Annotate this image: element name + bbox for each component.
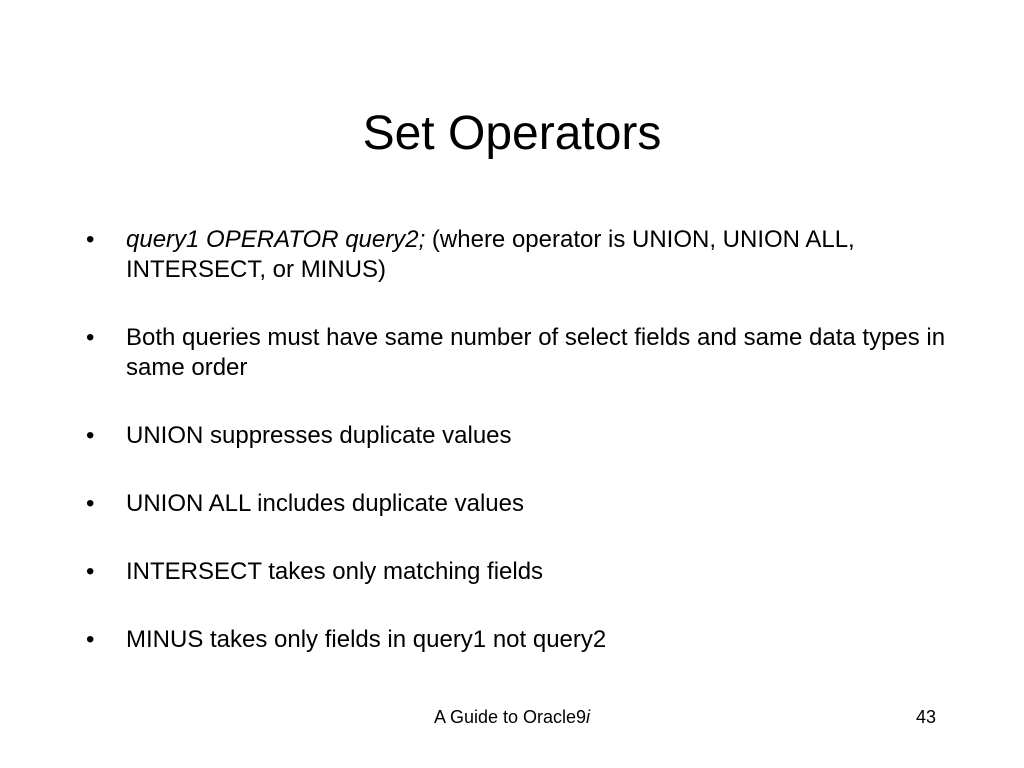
bullet-icon: • <box>86 490 95 517</box>
bullet-icon: • <box>86 324 95 351</box>
bullet-icon: • <box>86 422 95 449</box>
bullet-icon: • <box>86 626 95 653</box>
bullet-text: UNION suppresses duplicate values <box>126 422 512 449</box>
bullet-item <box>86 557 946 587</box>
footer-book-title-suffix: i <box>586 707 591 727</box>
bullet-syntax: query1 OPERATOR query2; <box>126 226 426 253</box>
bullet-text: (where operator is UNION, UNION ALL, INTERSECT, or MINUS) <box>126 226 855 283</box>
bullet-text: MINUS takes only fields in query1 not query2 <box>126 626 607 653</box>
bullet-item <box>86 625 946 655</box>
bullet-item <box>86 323 946 383</box>
page-number: 43 <box>915 707 936 727</box>
slide-title: Set Operators <box>362 107 662 160</box>
bullet-item <box>86 421 946 451</box>
bullet-item <box>86 225 946 285</box>
bullet-item <box>86 489 946 519</box>
bullet-icon: • <box>86 226 95 253</box>
footer-book-title <box>362 705 662 729</box>
bullet-text: UNION ALL includes duplicate values <box>126 490 524 517</box>
bullet-text: Both queries must have same number of select fields and same data types in same order <box>126 324 946 381</box>
bullet-icon: • <box>86 558 95 585</box>
bullet-text: INTERSECT takes only matching fields <box>126 558 544 585</box>
bullet-list <box>86 225 946 693</box>
footer-book-title-text: A Guide to Oracle9 <box>433 707 587 727</box>
